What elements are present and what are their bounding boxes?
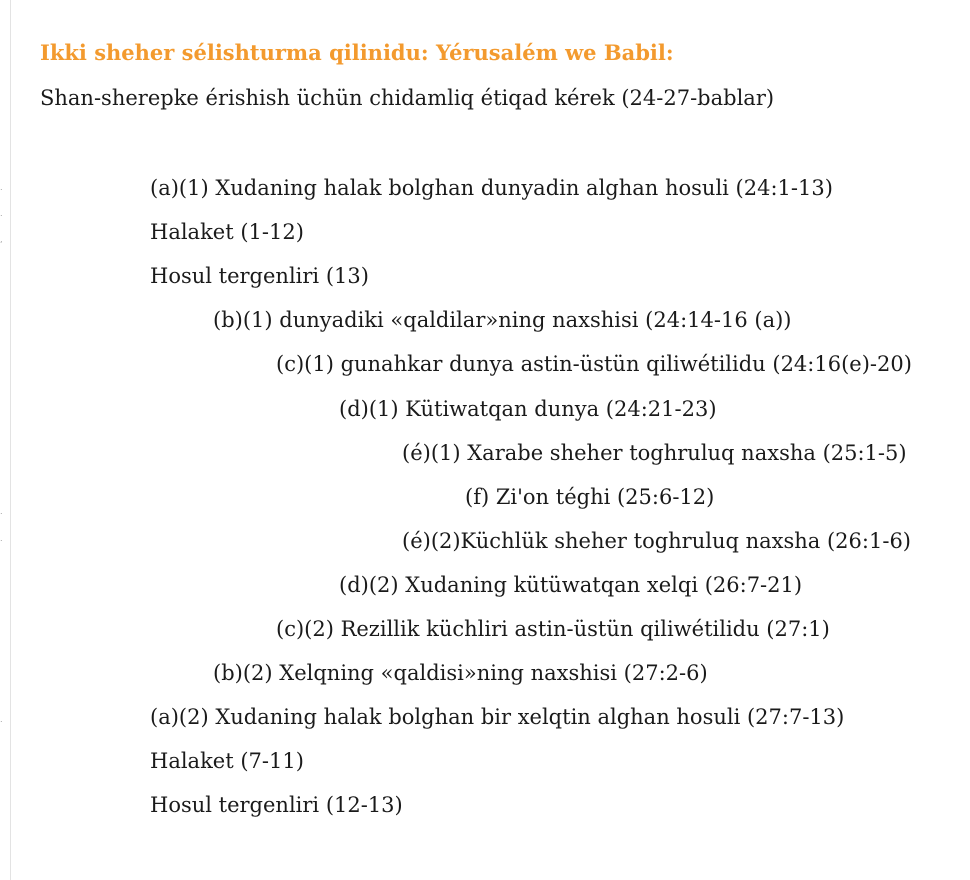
outline-item: (a)(2) Xudaning halak bolghan bir xelqtin alghan hosuli (27:7-13) bbox=[150, 705, 845, 729]
outline-item: (b)(2) Xelqning «qaldisi»ning naxshisi (27:2-6) bbox=[213, 661, 708, 685]
outline-item: (é)(2)Küchlük sheher toghruluq naxsha (26:1-6) bbox=[402, 529, 911, 553]
gutter-tick: . bbox=[0, 508, 3, 516]
outline-item: (b)(1) dunyadiki «qaldilar»ning naxshisi (24:14-16 (a)) bbox=[213, 308, 792, 332]
gutter-tick: , bbox=[0, 236, 3, 244]
outline-item: (é)(1) Xarabe sheher toghruluq naxsha (25:1-5) bbox=[402, 441, 907, 465]
outline-item: (f) Zi'on téghi (25:6-12) bbox=[465, 485, 715, 509]
document-title: Ikki sheher sélishturma qilinidu: Yérusalém we Babil: bbox=[40, 40, 674, 65]
outline-item: (a)(1) Xudaning halak bolghan dunyadin alghan hosuli (24:1-13) bbox=[150, 176, 833, 200]
outline-item: Hosul tergenliri (12-13) bbox=[150, 793, 403, 817]
outline-item: Halaket (1-12) bbox=[150, 220, 304, 244]
gutter-tick: . bbox=[0, 184, 3, 192]
gutter-tick: . bbox=[0, 210, 3, 218]
gutter-tick: . bbox=[0, 716, 3, 724]
outline-item: Halaket (7-11) bbox=[150, 749, 304, 773]
outline-item: (c)(2) Rezillik küchliri astin-üstün qiliwétilidu (27:1) bbox=[276, 617, 830, 641]
outline-item: (d)(1) Kütiwatqan dunya (24:21-23) bbox=[339, 397, 717, 421]
outline-item: (c)(1) gunahkar dunya astin-üstün qiliwétilidu (24:16(e)-20) bbox=[276, 352, 912, 376]
outline-item: Hosul tergenliri (13) bbox=[150, 264, 369, 288]
gutter-tick: . bbox=[0, 535, 3, 543]
document-subtitle: Shan-sherepke érishish üchün chidamliq étiqad kérek (24-27-bablar) bbox=[40, 86, 775, 110]
outline-item: (d)(2) Xudaning kütüwatqan xelqi (26:7-21) bbox=[339, 573, 803, 597]
